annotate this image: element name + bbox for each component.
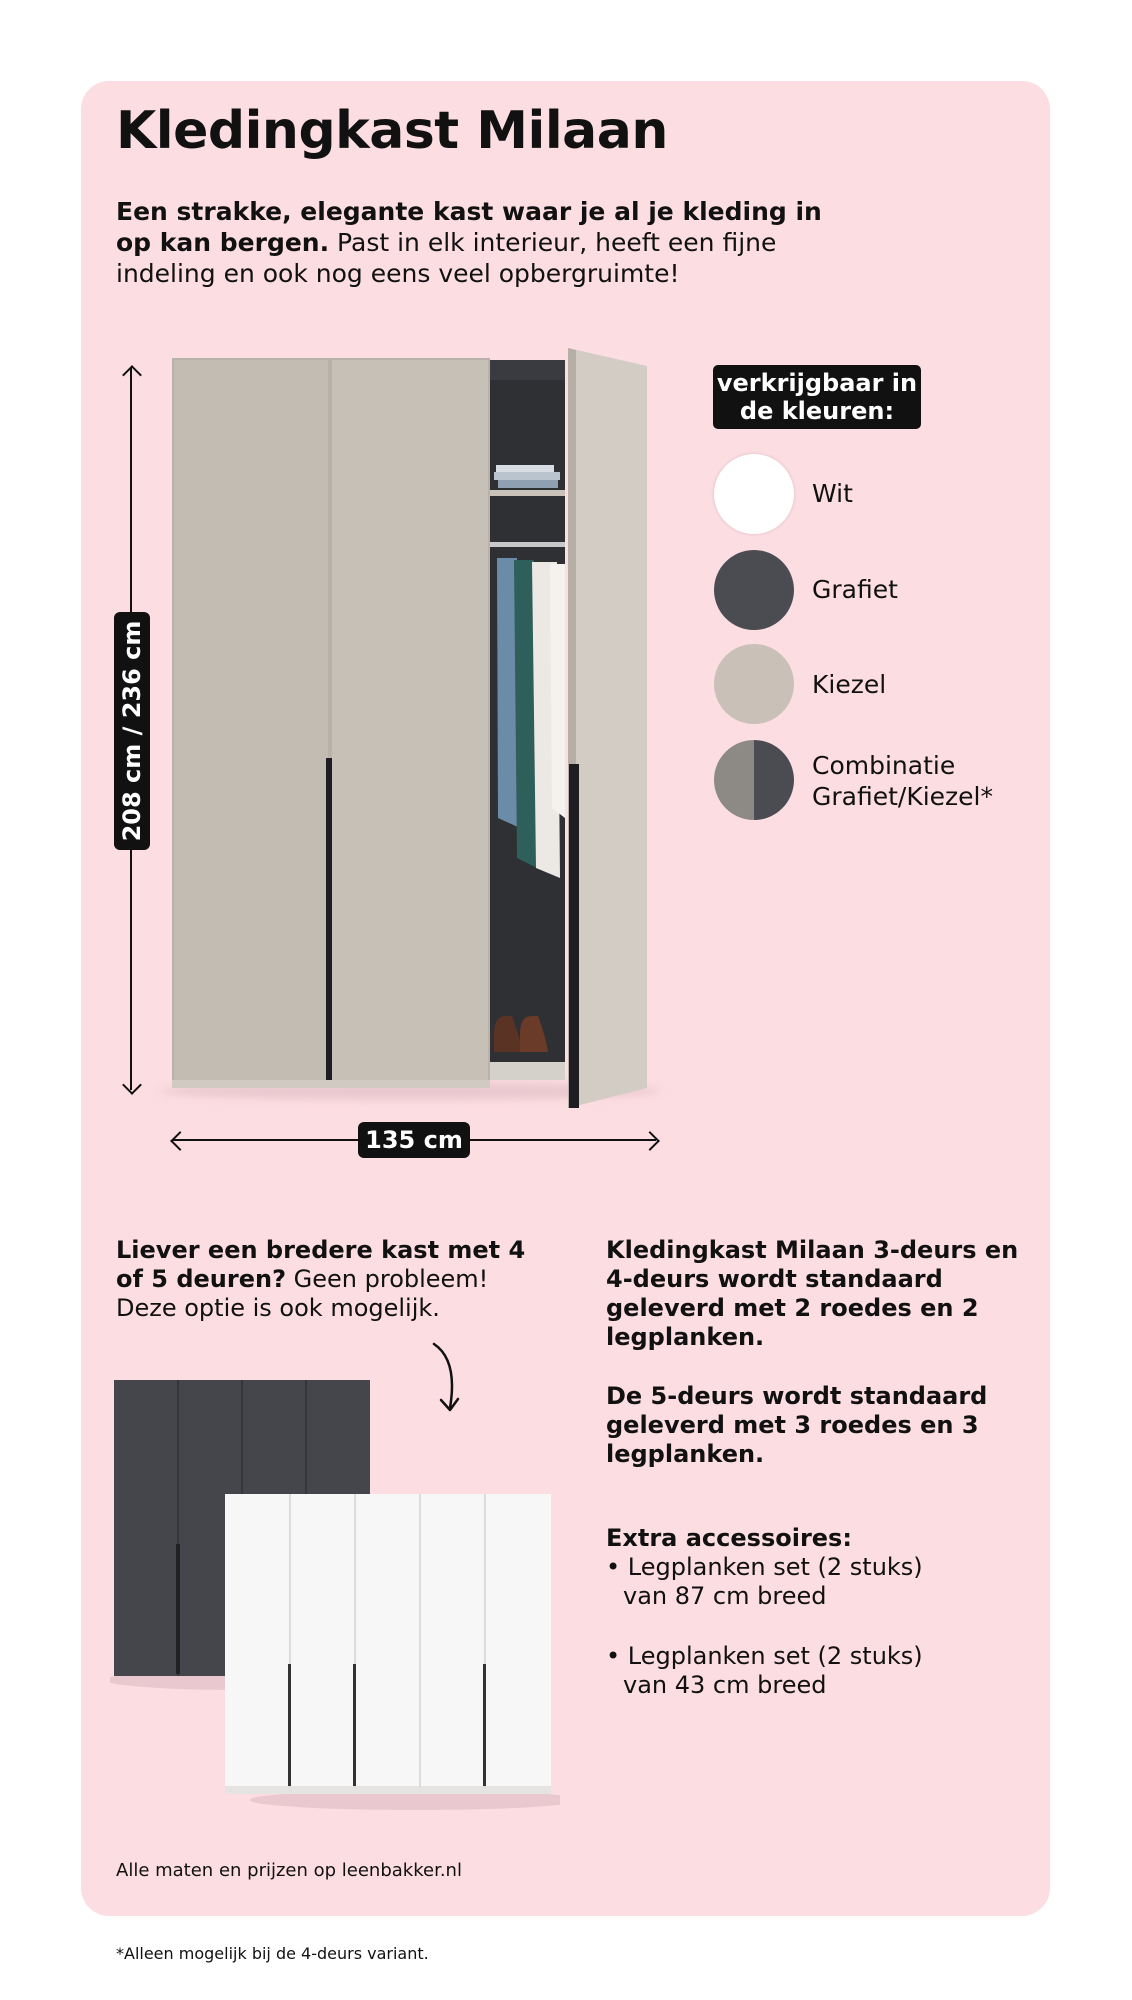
accessory-item-1: • Legplanken set (2 stuks) — [606, 1553, 923, 1581]
swatch-combinatie — [714, 740, 794, 820]
wider-option-text: Liever een bredere kast met 4 of 5 deuren? Geen probleem! Deze optie is ook mogelijk. — [116, 1236, 526, 1322]
standard-info-1: Kledingkast Milaan 3-deurs en 4-deurs wordt standaard geleverd met 2 roedes en 2 legplanken. — [606, 1236, 1019, 1351]
intro-bold: Een strakke, elegante kast waar je al je kleding in op kan bergen. — [116, 197, 822, 257]
swatch-kiezel — [714, 644, 794, 724]
accessories-heading: Extra accessoires: — [606, 1524, 852, 1552]
swatch-wit — [714, 454, 794, 534]
swatch-label-combinatie: Combinatie Grafiet/Kiezel* — [812, 751, 993, 811]
wardrobe-3-door-image — [172, 348, 662, 1108]
width-label: 135 cm — [358, 1122, 470, 1158]
footnote: *Alleen mogelijk bij de 4-deurs variant. — [116, 1944, 429, 1963]
availability-badge: verkrijgbaar in de kleuren: — [713, 365, 921, 429]
swatch-label-kiezel: Kiezel — [812, 670, 887, 699]
swatch-label-wit: Wit — [812, 479, 853, 508]
standard-info-2: De 5-deurs wordt standaard geleverd met 3 roedes en 3 legplanken. — [606, 1382, 988, 1468]
swatch-label-grafiet: Grafiet — [812, 575, 898, 604]
accessory-item-2-size: van 43 cm breed — [623, 1671, 827, 1699]
footer-note: Alle maten en prijzen op leenbakker.nl — [116, 1860, 462, 1881]
accessory-item-2: • Legplanken set (2 stuks) — [606, 1642, 923, 1670]
accessory-item-1-size: van 87 cm breed — [623, 1582, 827, 1610]
swatch-grafiet — [714, 550, 794, 630]
height-label: 208 cm / 236 cm — [114, 612, 150, 850]
intro-rest: Past in elk interieur, heeft een fijne indeling en ook nog eens veel opbergruimte! — [116, 228, 777, 288]
wardrobe-multi-door-image — [110, 1380, 560, 1820]
intro-text — [116, 196, 836, 289]
page-title: Kledingkast Milaan — [116, 101, 668, 161]
